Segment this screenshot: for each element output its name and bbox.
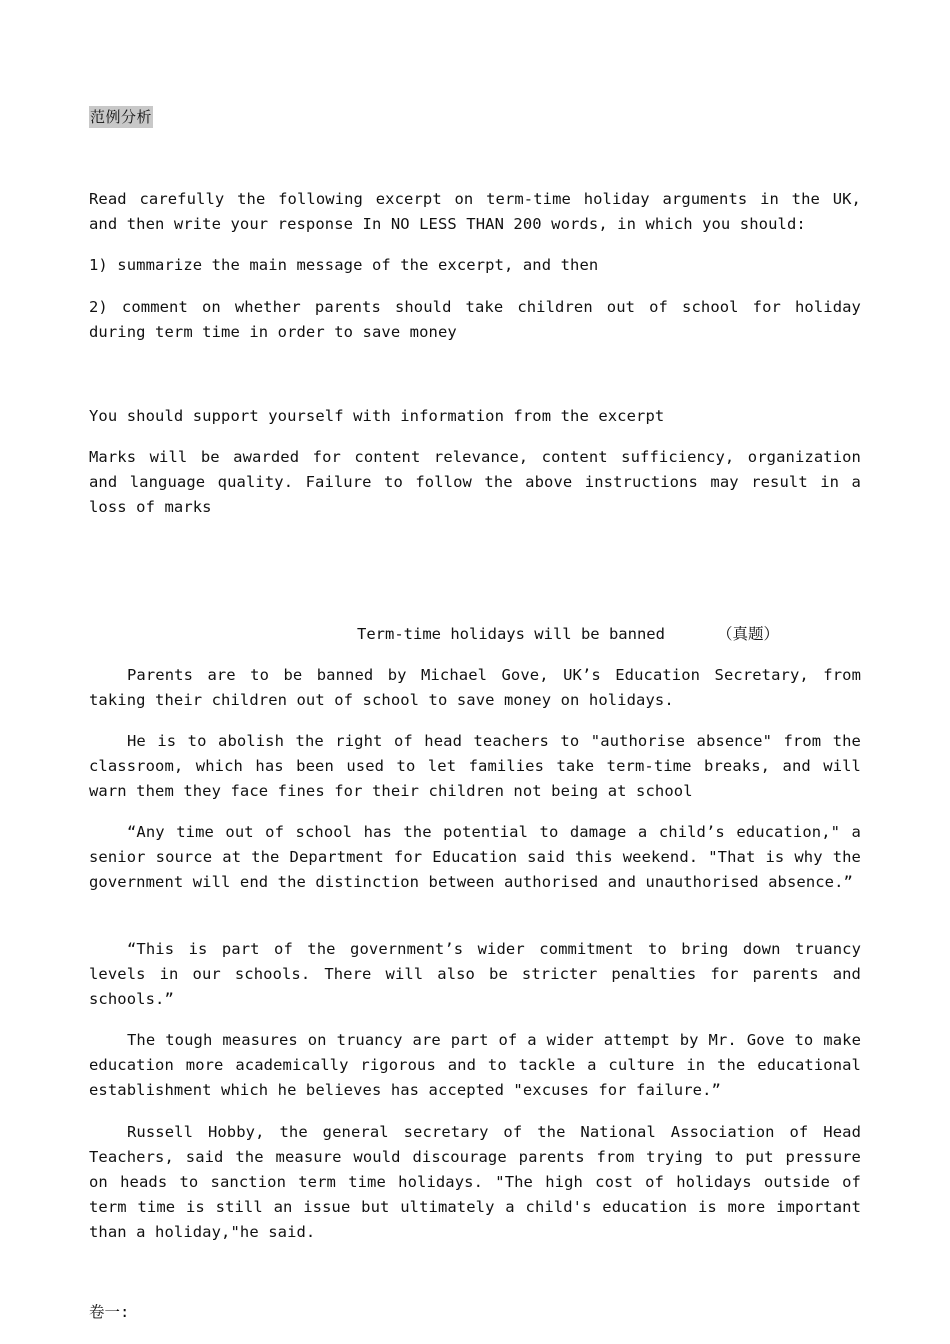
article-paragraph: The tough measures on truancy are part of a wider attempt by Mr. Gove to make education more academically rigorous and to tackle a culture in the educational establishment which he believes has accepted "excuses for failure.” <box>89 1031 861 1099</box>
section-heading: 范例分析 <box>90 108 153 126</box>
instruction-point-1: 1) summarize the main message of the excerpt, and then <box>89 256 599 274</box>
article-paragraph: “Any time out of school has the potential to damage a child’s education," a senior source at the Department for Education said this weekend. "That is why the government will end the distinction between authorised and unauthorised absence.” <box>89 823 861 891</box>
article-title-line <box>357 622 779 647</box>
instruction-marks: Marks will be awarded for content relevance, content sufficiency, organization and language quality. Failure to follow the above instructions may result in a loss of marks <box>89 448 861 516</box>
footer-label: 卷一: <box>89 1303 130 1321</box>
article-paragraph: “This is part of the government’s wider commitment to bring down truancy levels in our schools. There will also be stricter penalties for parents and schools.” <box>89 940 861 1008</box>
instruction-point-2: 2) comment on whether parents should take children out of school for holiday during term time in order to save money <box>89 298 861 341</box>
article-paragraph: Parents are to be banned by Michael Gove, UK’s Education Secretary, from taking their children out of school to save money on holidays. <box>89 666 861 709</box>
article-title: Term-time holidays will be banned <box>357 625 665 643</box>
article-paragraph: Russell Hobby, the general secretary of the National Association of Head Teachers, said the measure would discourage parents from trying to put pressure on heads to sanction term time holidays. "The high cost of holidays outside of term time is still an issue but ultimately a child's education is more important than a holiday,"he said. <box>89 1123 861 1241</box>
instructions-intro: Read carefully the following excerpt on term-time holiday arguments in the UK, and then write your response In NO LESS THAN 200 words, in which you should: <box>89 190 861 233</box>
instruction-support: You should support yourself with information from the excerpt <box>89 407 665 425</box>
article-source-tag: （真题） <box>716 625 779 643</box>
article-paragraph: He is to abolish the right of head teachers to "authorise absence" from the classroom, which has been used to let families take term-time breaks, and will warn them they face fines for their children not being at school <box>89 732 861 800</box>
